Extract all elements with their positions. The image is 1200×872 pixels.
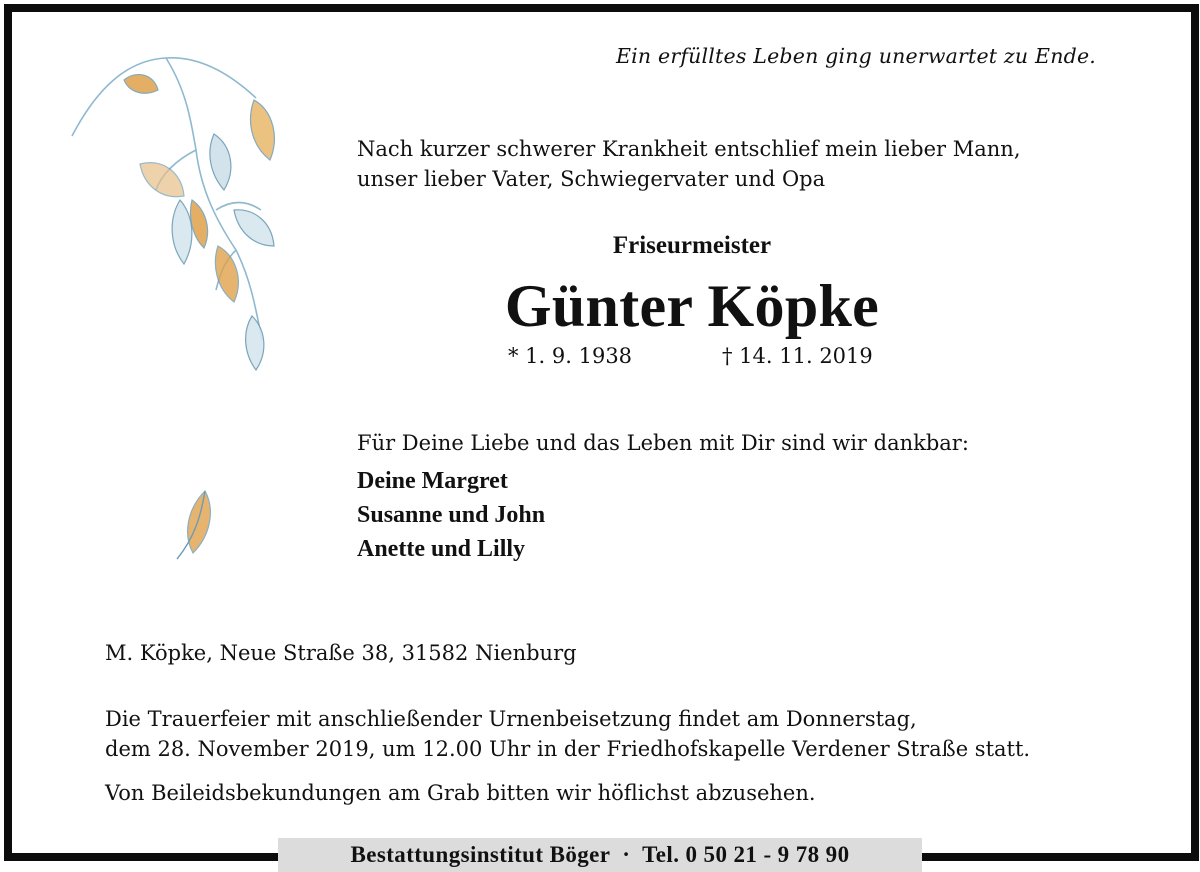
leaf-branch-illustration: [66, 50, 296, 380]
funeral-line-2: dem 28. November 2019, um 12.00 Uhr in der Friedhofskapelle Verdener Straße statt.: [105, 737, 1031, 761]
intro-line-1: Nach kurzer schwerer Krankheit entschlief mein lieber Mann,: [357, 137, 1021, 161]
intro-line-2: unser lieber Vater, Schwiegervater und Opa: [357, 167, 826, 191]
funeral-home-contact: Bestattungsinstitut Böger · Tel. 0 50 21 - 9 78 90: [350, 842, 850, 867]
family-address: M. Köpke, Neue Straße 38, 31582 Nienburg: [105, 641, 577, 665]
funeral-line-1: Die Trauerfeier mit anschließender Urnenbeisetzung findet am Donnerstag,: [105, 707, 917, 731]
thanks-line: Für Deine Liebe und das Leben mit Dir sind wir dankbar:: [357, 431, 969, 455]
family-member: Deine Margret: [357, 468, 508, 494]
funeral-home-footer: [278, 838, 922, 872]
motto: Ein erfülltes Leben ging unerwartet zu Ende.: [615, 44, 1096, 68]
family-member: Anette und Lilly: [357, 536, 526, 562]
funeral-info: [105, 704, 1030, 764]
falling-leaf-illustration: [165, 485, 225, 565]
intro-text: [357, 134, 1021, 194]
deceased-title: Friseurmeister: [612, 232, 772, 259]
family-member: Susanne und John: [357, 502, 546, 528]
condolence-note: Von Beileidsbekundungen am Grab bitten wir höflichst abzusehen.: [105, 781, 816, 805]
deceased-name: Günter Köpke: [504, 273, 880, 339]
birth-date: * 1. 9. 1938: [508, 344, 633, 368]
death-date: † 14. 11. 2019: [722, 344, 873, 368]
